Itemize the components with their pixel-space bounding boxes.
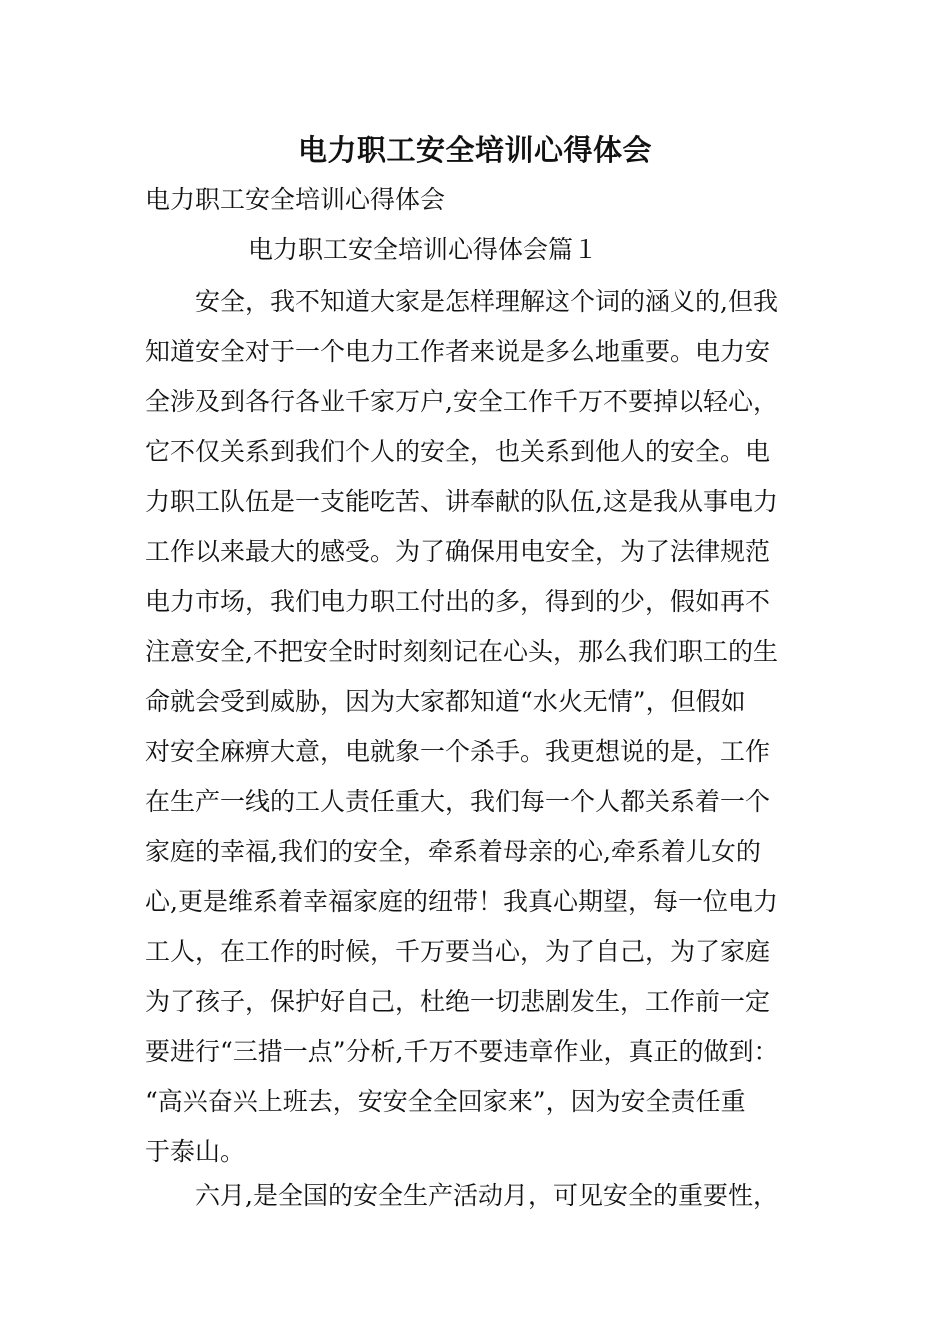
text-line: 心,更是维系着幸福家庭的纽带！我真心期望，每一位电力: [145, 887, 778, 916]
text-line: 工作以来最大的感受。为了确保用电安全，为了法律规范: [145, 537, 771, 566]
text-line: 要进行“三措一点”分析,千万不要违章作业，真正的做到：: [145, 1037, 779, 1066]
document-subtitle: 电力职工安全培训心得体会: [145, 185, 446, 214]
text-line: 它不仅关系到我们个人的安全，也关系到他人的安全。电: [145, 437, 771, 466]
section-heading: 电力职工安全培训心得体会篇１: [248, 235, 599, 264]
text-line: 电力市场，我们电力职工付出的多，得到的少，假如再不: [145, 587, 771, 616]
text-line: 六月,是全国的安全生产活动月，可见安全的重要性，: [145, 1181, 778, 1210]
text-line: 家庭的幸福,我们的安全，牵系着母亲的心,牵系着儿女的: [145, 837, 761, 866]
text-line: 命就会受到威胁，因为大家都知道“水火无情”，但假如: [145, 687, 746, 716]
text-line: 为了孩子，保护好自己，杜绝一切悲剧发生，工作前一定: [145, 987, 771, 1016]
text-line: 工人，在工作的时候，千万要当心，为了自己，为了家庭: [145, 937, 771, 966]
text-line: 安全，我不知道大家是怎样理解这个词的涵义的,但我: [145, 287, 778, 316]
text-line: 在生产一线的工人责任重大，我们每一个人都关系着一个: [145, 787, 771, 816]
text-line: 知道安全对于一个电力工作者来说是多么地重要。电力安: [145, 337, 771, 366]
text-line: 于泰山。: [145, 1137, 246, 1166]
text-line: 全涉及到各行各业千家万户,安全工作千万不要掉以轻心，: [145, 387, 778, 416]
document-title: 电力职工安全培训心得体会: [297, 133, 652, 167]
paragraph-1: [145, 277, 815, 1177]
text-line: 注意安全,不把安全时时刻刻记在心头，那么我们职工的生: [145, 637, 778, 666]
paragraph-2: [145, 1171, 815, 1221]
text-line: 力职工队伍是一支能吃苦、讲奉献的队伍,这是我从事电力: [145, 487, 778, 516]
text-line: 对安全麻痹大意，电就象一个杀手。我更想说的是，工作: [145, 737, 771, 766]
text-line: “高兴奋兴上班去，安安全全回家来”，因为安全责任重: [145, 1087, 746, 1116]
